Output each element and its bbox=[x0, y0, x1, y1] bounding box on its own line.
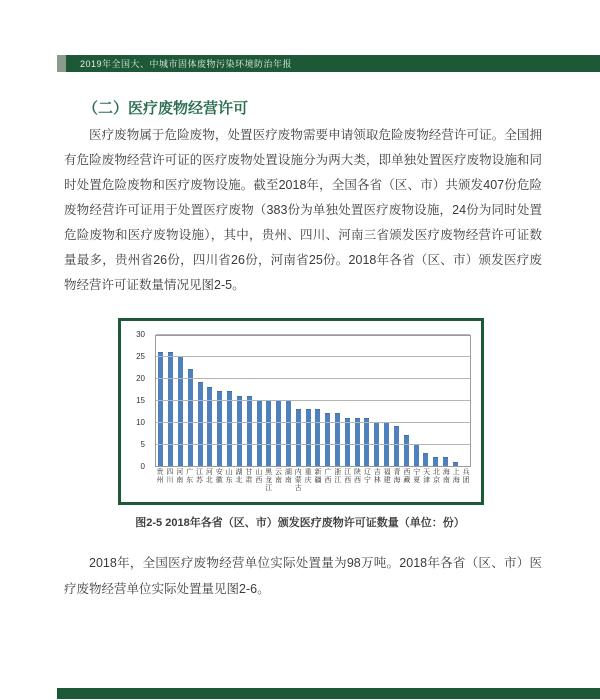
x-axis-tick-label: 江西 bbox=[344, 469, 352, 485]
x-axis-tick-label: 内蒙古 bbox=[294, 469, 302, 493]
bar bbox=[325, 413, 330, 466]
y-axis-tick-label: 25 bbox=[136, 352, 145, 361]
x-axis-tick-label: 新疆 bbox=[314, 469, 322, 485]
bar bbox=[158, 352, 163, 466]
bar bbox=[257, 400, 262, 466]
section-heading: （二）医疗废物经营许可 bbox=[83, 100, 249, 117]
bar bbox=[394, 426, 399, 466]
bar bbox=[345, 418, 350, 466]
chart-inner bbox=[121, 321, 481, 502]
x-axis-tick-label: 山西 bbox=[255, 469, 263, 485]
y-axis-tick-label: 0 bbox=[140, 462, 145, 471]
x-axis-labels bbox=[155, 469, 471, 493]
x-axis-tick-label: 云南 bbox=[274, 469, 282, 485]
x-axis-tick-label: 河北 bbox=[205, 469, 213, 485]
x-axis-tick-label: 陕西 bbox=[353, 469, 361, 485]
x-axis-tick-label: 广西 bbox=[324, 469, 332, 485]
bar bbox=[414, 444, 419, 466]
gridline bbox=[156, 378, 470, 379]
x-axis-tick-label: 黑龙江 bbox=[265, 469, 273, 493]
bar bbox=[364, 418, 369, 466]
bar bbox=[217, 391, 222, 466]
x-axis-tick-label: 贵州 bbox=[156, 469, 164, 485]
page-header-bar bbox=[66, 55, 600, 72]
bar bbox=[207, 387, 212, 466]
y-axis-tick-label: 10 bbox=[136, 418, 145, 427]
x-axis-tick-label: 吉林 bbox=[373, 469, 381, 485]
bar bbox=[286, 400, 291, 466]
gridline bbox=[156, 422, 470, 423]
bar bbox=[453, 462, 458, 466]
x-axis-tick-label: 兵团 bbox=[462, 469, 470, 485]
x-axis-tick-label: 江苏 bbox=[195, 469, 203, 485]
report-title: 2019年全国大、中城市固体废物污染环境防治年报 bbox=[80, 59, 293, 69]
bar bbox=[423, 453, 428, 466]
gridline bbox=[156, 400, 470, 401]
x-axis-tick-label: 重庆 bbox=[304, 469, 312, 485]
bar bbox=[178, 356, 183, 466]
x-axis-tick-label: 天津 bbox=[423, 469, 431, 485]
x-axis-tick-label: 湖北 bbox=[235, 469, 243, 485]
y-axis-tick-label: 15 bbox=[136, 396, 145, 405]
paragraph-disposal: 2018年，全国医疗废物经营单位实际处置量为98万吨。2018年各省（区、市）医疗废物经营单位实际处置量见图2-6。 bbox=[64, 556, 542, 596]
bar bbox=[443, 457, 448, 466]
x-axis-tick-label: 青海 bbox=[393, 469, 401, 485]
y-axis-tick-label: 20 bbox=[136, 374, 145, 383]
x-axis-tick-label: 西藏 bbox=[403, 469, 411, 485]
x-axis-tick-label: 山东 bbox=[225, 469, 233, 485]
plot-area bbox=[155, 335, 471, 467]
bar bbox=[188, 369, 193, 466]
gridline bbox=[156, 334, 470, 335]
y-axis-tick-label: 5 bbox=[140, 440, 145, 449]
figure-caption: 图2-5 2018年各省（区、市）颁发医疗废物许可证数量（单位：份） bbox=[135, 517, 465, 529]
x-axis-tick-label: 上海 bbox=[452, 469, 460, 485]
x-axis-tick-label: 甘肃 bbox=[245, 469, 253, 485]
bar bbox=[237, 396, 242, 466]
bar bbox=[198, 382, 203, 466]
bar bbox=[247, 396, 252, 466]
bar bbox=[296, 409, 301, 466]
x-axis-tick-label: 海南 bbox=[442, 469, 450, 485]
bar bbox=[227, 391, 232, 466]
header-accent-square bbox=[57, 55, 66, 72]
y-axis-tick-label: 30 bbox=[136, 330, 145, 339]
x-axis-tick-label: 福建 bbox=[383, 469, 391, 485]
x-axis-tick-label: 安徽 bbox=[215, 469, 223, 485]
bar bbox=[335, 413, 340, 466]
paragraph-licensing: 医疗废物属于危险废物，处置医疗废物需要申请领取危险废物经营许可证。全国拥有危险废物经营许可证的医疗废物处置设施分为两大类，即单独处置医疗废物设施和同时处置危险废物和医疗废物设施。截至2018年，全国各省（区、市）共颁发407份危险废物经营许可证用于处置医疗废物（383份为单独处置医疗废物设施，24份为同时处置危险废物和医疗废物设施），其中，贵州、四川、河南三省颁发医疗废物经营许可证数量最多，贵州省26份，四川省26份，河南省25份。2018年各省（区、市）颁发医疗废物经营许可证数量情况见图2-5。 bbox=[64, 128, 542, 292]
gridline bbox=[156, 444, 470, 445]
x-axis-tick-label: 河南 bbox=[176, 469, 184, 485]
y-axis-labels bbox=[121, 330, 151, 471]
bar bbox=[404, 435, 409, 466]
gridline bbox=[156, 356, 470, 357]
bar bbox=[168, 352, 173, 466]
x-axis-tick-label: 辽宁 bbox=[363, 469, 371, 485]
bar bbox=[276, 400, 281, 466]
figure-2-5-chart bbox=[118, 318, 484, 505]
bar bbox=[433, 457, 438, 466]
bar bbox=[315, 409, 320, 466]
x-axis-tick-label: 四川 bbox=[166, 469, 174, 485]
x-axis-tick-label: 浙江 bbox=[334, 469, 342, 485]
page-footer-bar bbox=[57, 688, 600, 699]
x-axis-tick-label: 宁夏 bbox=[413, 469, 421, 485]
bar bbox=[266, 400, 271, 466]
x-axis-tick-label: 广东 bbox=[186, 469, 194, 485]
bar bbox=[306, 409, 311, 466]
x-axis-tick-label: 北京 bbox=[432, 469, 440, 485]
bar bbox=[355, 418, 360, 466]
x-axis-tick-label: 湖南 bbox=[284, 469, 292, 485]
